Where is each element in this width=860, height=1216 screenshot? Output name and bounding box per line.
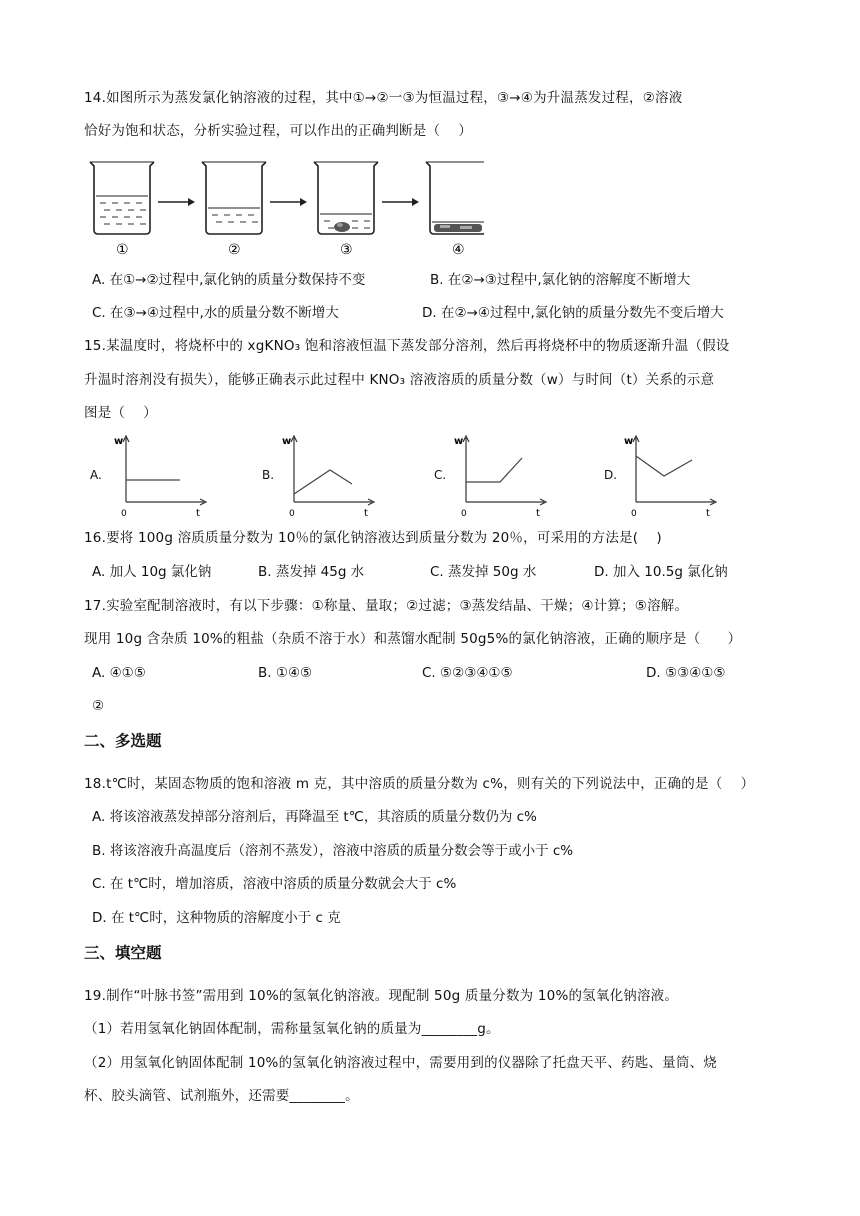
graph-b-plot xyxy=(272,432,392,522)
q18-option-c[interactable]: C. 在 t℃时，增加溶质，溶液中溶质的质量分数就会大于 c% xyxy=(92,876,457,892)
q17-option-c[interactable]: C. ⑤②③④①⑤ xyxy=(422,665,513,681)
q19-part1[interactable]: （1）若用氢氧化钠固体配制，需称量氢氧化钠的质量为________g。 xyxy=(84,1021,500,1037)
q15-graph-c-option: C. xyxy=(434,468,447,482)
beaker-1 xyxy=(90,162,154,234)
q14-stem-line2: 恰好为饱和状态，分析实验过程，可以作出的正确判断是（ ） xyxy=(84,123,473,139)
q14-stem-line1: 14.如图所示为蒸发氯化钠溶液的过程，其中①→②一③为恒温过程，③→④为升温蒸发过程，②溶液 xyxy=(84,90,683,106)
section-heading-fill-blank: 三、填空题 xyxy=(84,944,162,962)
q15-stem-line3: 图是（ ） xyxy=(84,405,157,421)
q18-option-d[interactable]: D. 在 t℃时，这种物质的溶解度小于 c 克 xyxy=(92,910,341,926)
graph-a-plot xyxy=(104,432,224,522)
graph-a-origin: 0 xyxy=(121,509,127,519)
q16-option-b[interactable]: B. 蒸发掉 45g 水 xyxy=(258,564,365,580)
beaker-label-4: ④ xyxy=(452,242,465,258)
arrow-2-to-3 xyxy=(270,198,307,206)
graph-d-origin: 0 xyxy=(631,509,637,519)
q17-option-d-wrap: ② xyxy=(92,698,105,714)
q17-option-b[interactable]: B. ①④⑤ xyxy=(258,665,313,681)
graph-a-xlabel: t xyxy=(196,508,200,519)
q15-stem-line1: 15.某温度时，将烧杯中的 xgKNO₃ 饱和溶液恒温下蒸发部分溶剂，然后再将烧杯中的物质逐渐升温（假设 xyxy=(84,338,730,354)
q18-stem: 18.t℃时，某固态物质的饱和溶液 m 克，其中溶质的质量分数为 c%，则有关的下列说法中，正确的是（ ） xyxy=(84,776,755,792)
graph-b-ylabel: w xyxy=(282,436,292,447)
q16-stem: 16.要将 100g 溶质质量分数为 10％的氯化钠溶液达到质量分数为 20％，可采用的方法是( ) xyxy=(84,530,662,546)
q14-option-c[interactable]: C. 在③→④过程中,水的质量分数不断增大 xyxy=(92,305,339,321)
q16-option-c[interactable]: C. 蒸发掉 50g 水 xyxy=(430,564,537,580)
q14-option-a[interactable]: A. 在①→②过程中,氯化钠的质量分数保持不变 xyxy=(92,272,366,288)
q18-option-b[interactable]: B. 将该溶液升高温度后（溶剂不蒸发），溶液中溶质的质量分数会等于或小于 c% xyxy=(92,843,574,859)
q17-option-d[interactable]: D. ⑤③④①⑤ xyxy=(646,665,726,681)
q15-graph-a-option: A. xyxy=(90,468,102,482)
q16-option-d[interactable]: D. 加入 10.5g 氯化钠 xyxy=(594,564,728,580)
q19-stem: 19.制作“叶脉书签”需用到 10%的氢氧化钠溶液。现配制 50g 质量分数为 10%的氢氧化钠溶液。 xyxy=(84,988,679,1004)
q17-option-a[interactable]: A. ④①⑤ xyxy=(92,665,146,681)
graph-b-origin: 0 xyxy=(289,509,295,519)
q18-option-a[interactable]: A. 将该溶液蒸发掉部分溶剂后，再降温至 t℃，其溶质的质量分数仍为 c% xyxy=(92,809,537,825)
evaporation-beakers-figure xyxy=(84,158,484,258)
q15-graph-b-option: B. xyxy=(262,468,275,482)
graph-b-xlabel: t xyxy=(364,508,368,519)
beaker-label-1: ① xyxy=(116,242,129,258)
q15-stem-line2: 升温时溶剂没有损失），能够正确表示此过程中 KNO₃ 溶液溶质的质量分数（w）与时间（t）关系的示意 xyxy=(84,372,715,388)
q19-part2-line1: （2）用氢氧化钠固体配制 10%的氢氧化钠溶液过程中，需要用到的仪器除了托盘天平、药匙、量筒、烧 xyxy=(84,1055,717,1071)
arrow-1-to-2 xyxy=(158,198,195,206)
beaker-label-2: ② xyxy=(228,242,241,258)
q16-option-a[interactable]: A. 加人 10g 氯化钠 xyxy=(92,564,212,580)
arrow-3-to-4 xyxy=(382,198,419,206)
graph-a-ylabel: w xyxy=(114,436,124,447)
q14-option-d[interactable]: D. 在②→④过程中,氯化钠的质量分数先不变后增大 xyxy=(422,305,724,321)
graph-c-xlabel: t xyxy=(536,508,540,519)
q19-part2-line2[interactable]: 杯、胶头滴管、试剂瓶外，还需要________。 xyxy=(84,1088,359,1104)
graph-d-plot xyxy=(614,432,734,522)
beaker-label-3: ③ xyxy=(340,242,353,258)
graph-c-origin: 0 xyxy=(461,509,467,519)
graph-c-plot xyxy=(444,432,564,522)
graph-c-ylabel: w xyxy=(454,436,464,447)
beaker-3 xyxy=(314,162,378,234)
section-heading-multiple-choice: 二、多选题 xyxy=(84,732,162,750)
beaker-4 xyxy=(426,162,484,234)
q17-stem-line2: 现用 10g 含杂质 10%的粗盐（杂质不溶于水）和蒸馏水配制 50g5%的氯化钠溶液，正确的顺序是（ ） xyxy=(84,631,742,647)
q17-stem-line1: 17.实验室配制溶液时，有以下步骤：①称量、量取；②过滤；③蒸发结晶、干燥；④计算；⑤溶解。 xyxy=(84,598,689,614)
beaker-2 xyxy=(202,162,266,234)
graph-d-xlabel: t xyxy=(706,508,710,519)
q14-option-b[interactable]: B. 在②→③过程中,氯化钠的溶解度不断增大 xyxy=(430,272,691,288)
graph-d-ylabel: w xyxy=(624,436,634,447)
q15-graph-d-option: D. xyxy=(604,468,618,482)
